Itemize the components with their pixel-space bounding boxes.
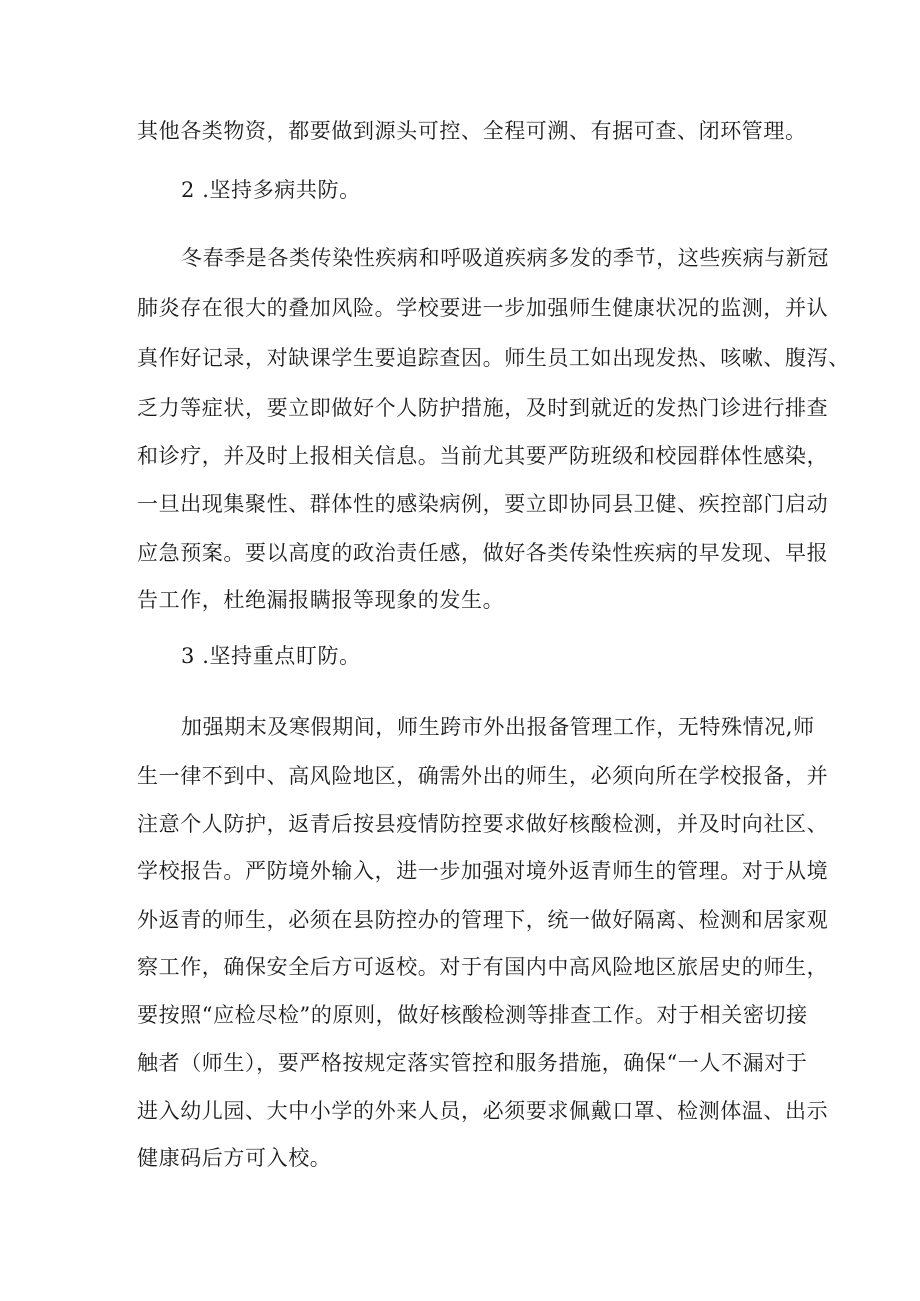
text-line: 察工作，确保安全后方可返校。对于有国内中高风险地区旅居史的师生， xyxy=(137,955,829,979)
section-heading: 2 .坚持多病共防。 xyxy=(181,178,361,202)
text-line: 乏力等症状，要立即做好个人防护措施，及时到就近的发热门诊进行排查 xyxy=(137,396,829,420)
section-heading: 3 .坚持重点盯防。 xyxy=(181,644,361,668)
text-line: 真作好记录，对缺课学生要追踪查因。师生员工如出现发热、咳嗽、腹泻、 xyxy=(137,346,850,370)
text-line: 健康码后方可入校。 xyxy=(137,1146,332,1170)
text-line: 其他各类物资，都要做到源头可控、全程可溯、有据可查、闭环管理。 xyxy=(137,119,807,143)
text-line: 加强期末及寒假期间，师生跨市外出报备管理工作，无特殊情况,师 xyxy=(181,715,815,739)
text-line: 要按照“应检尽检”的原则，做好核酸检测等排查工作。对于相关密切接 xyxy=(137,1003,808,1027)
text-line: 注意个人防护，返青后按县疫情防控要求做好核酸检测，并及时向社区、 xyxy=(137,812,829,836)
text-line: 外返青的师生，必须在县防控办的管理下，统一做好隔离、检测和居家观 xyxy=(137,908,829,932)
text-line: 学校报告。严防境外输入，进一步加强对境外返青师生的管理。对于从境 xyxy=(137,859,829,883)
text-line: 一旦出现集聚性、群体性的感染病例，要立即协同县卫健、疾控部门启动 xyxy=(137,492,829,516)
text-line: 进入幼儿园、大中小学的外来人员，必须要求佩戴口罩、检测体温、出示 xyxy=(137,1099,829,1123)
text-line: 冬春季是各类传染性疾病和呼吸道疾病多发的季节，这些疾病与新冠 xyxy=(181,246,829,270)
text-line: 和诊疗，并及时上报相关信息。当前尤其要严防班级和校园群体性感染， xyxy=(137,444,829,468)
text-line: 告工作，杜绝漏报瞒报等现象的发生。 xyxy=(137,588,505,612)
text-line: 应急预案。要以高度的政治责任感，做好各类传染性疾病的早发现、早报 xyxy=(137,541,829,565)
text-line: 生一律不到中、高风险地区，确需外出的师生，必须向所在学校报备，并 xyxy=(137,764,829,788)
text-line: 肺炎存在很大的叠加风险。学校要进一步加强师生健康状况的监测，并认 xyxy=(137,296,829,320)
text-line: 触者（师生），要严格按规定落实管控和服务措施，确保“一人不漏对于 xyxy=(137,1051,808,1075)
